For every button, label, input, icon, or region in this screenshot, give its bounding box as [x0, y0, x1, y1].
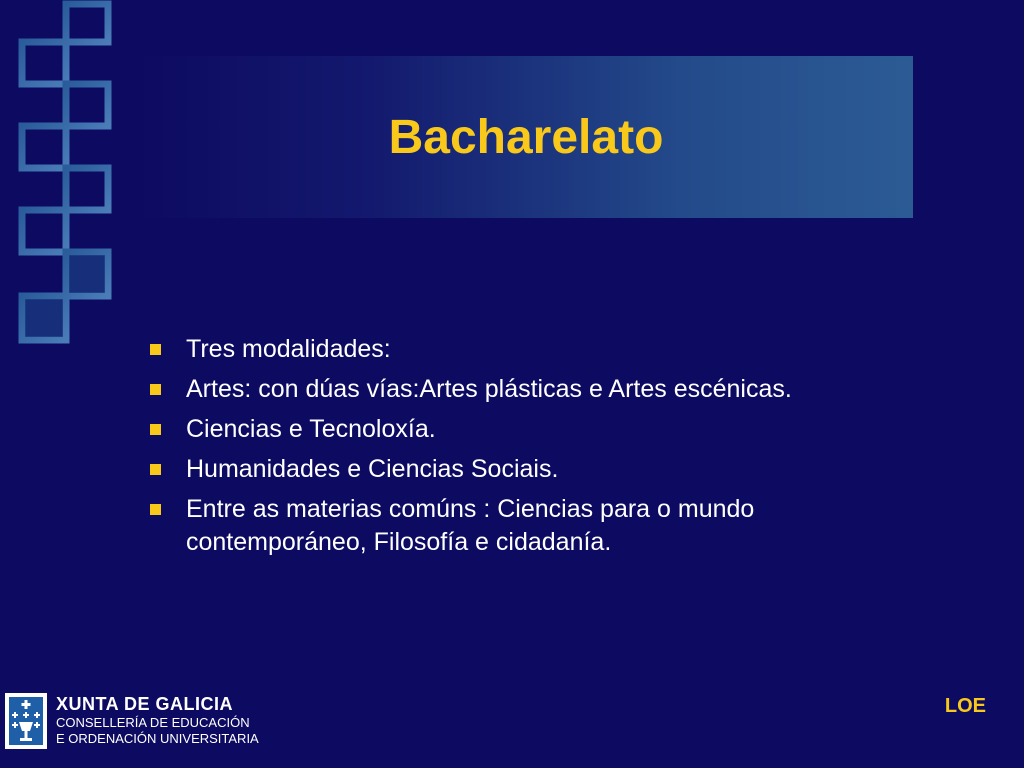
footer-tag: LOE: [944, 695, 986, 717]
bullet-text: Entre as materias comúns : Ciencias para o mundo contemporáneo, Filosofía e cidadanía.: [186, 495, 755, 556]
title-banner: [135, 56, 913, 218]
bullet-item: [148, 493, 888, 559]
department-line-1: CONSELLERÍA DE EDUCACIÓN: [56, 715, 250, 730]
bullet-text: Artes: con dúas vías:Artes plásticas e Artes escénicas.: [186, 375, 792, 403]
square-bullet-icon: [150, 384, 161, 395]
bullet-text: Tres modalidades:: [186, 335, 391, 363]
slide-title: Bacharelato: [388, 110, 664, 164]
xunta-logo-block: [4, 692, 259, 750]
bullet-item: [148, 333, 888, 366]
square-bullet-icon: [150, 424, 161, 435]
square-bullet-icon: [150, 464, 161, 475]
bullet-list: [148, 333, 888, 566]
org-name: XUNTA DE GALICIA: [56, 694, 233, 714]
decorative-square-pattern: [0, 0, 130, 350]
bullet-item: [148, 373, 888, 406]
galicia-crest-icon: [4, 692, 48, 750]
bullet-text: Humanidades e Ciencias Sociais.: [186, 455, 559, 483]
bullet-item: [148, 453, 888, 486]
square-bullet-icon: [150, 344, 161, 355]
square-bullet-icon: [150, 504, 161, 515]
department-line-2: E ORDENACIÓN UNIVERSITARIA: [56, 731, 259, 746]
bullet-text: Ciencias e Tecnoloxía.: [186, 415, 436, 443]
bullet-item: [148, 413, 888, 446]
